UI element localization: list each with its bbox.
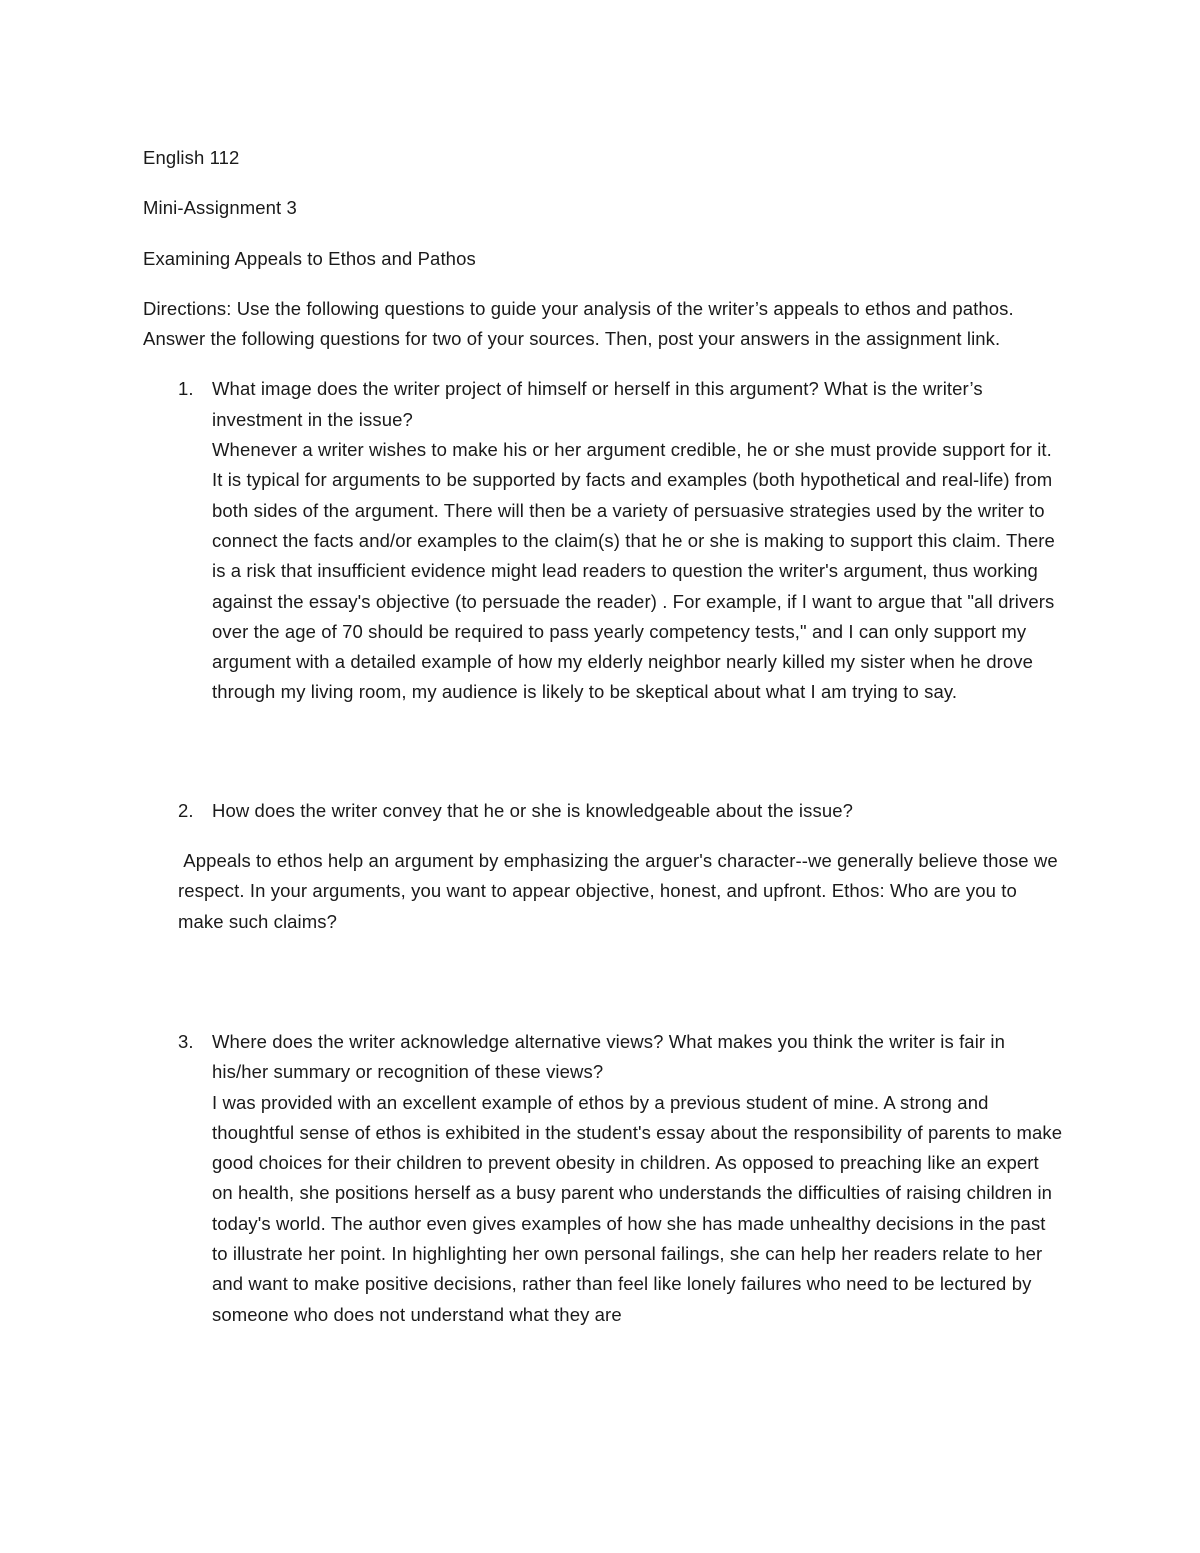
question-text: Where does the writer acknowledge alternative views? What makes you think the writer is fair in his/her summary or recognition of these views? (212, 1030, 1006, 1083)
document-page (143, 143, 1063, 1330)
question-item-2 (143, 796, 1063, 937)
answer-text: Appeals to ethos help an argument by emphasizing the arguer's character--we generally believe those we respect. In your arguments, you want to appear objective, honest, and upfront. Ethos: Who are you to make such claims? (178, 850, 1063, 932)
answer-text: Whenever a writer wishes to make his or her argument credible, he or she must provide support for it. It is typical for arguments to be supported by facts and examples (both hypothetical and real-life) from both sides of the argument. There will then be a variety of persuasive strategies used by the writer to connect the facts and/or examples to the claim(s) that he or she is making to support this claim. There is a risk that insufficient evidence might lead readers to question the writer's argument, thus working against the essay's objective (to persuade the reader) . For example, if I want to argue that "all drivers over the age of 70 should be required to pass yearly competency tests," and I can only support my argument with a detailed example of how my elderly neighbor nearly killed my sister when he drove through my living room, my audience is likely to be skeptical about what I am trying to say. (212, 439, 1055, 703)
question-text: How does the writer convey that he or she is knowledgeable about the issue? (212, 799, 853, 821)
answer-text: I was provided with an excellent example of ethos by a previous student of mine. A strong and thoughtful sense of ethos is exhibited in the student's essay about the responsibility of parents to make good choices for their children to prevent obesity in children. As opposed to preaching like an expert on health, she positions herself as a busy parent who understands the difficulties of raising children in today's world. The author even gives examples of how she has made unhealthy decisions in the past to illustrate her point. In highlighting her own personal failings, she can help her readers relate to her and want to make positive decisions, rather than feel like lonely failures who need to be lectured by someone who does not understand what they are (212, 1091, 1063, 1325)
question-item-3 (143, 1027, 1063, 1330)
assignment-name: Mini-Assignment 3 (143, 197, 297, 219)
question-item-1 (143, 374, 1063, 707)
question-number: 1. (178, 378, 194, 400)
question-number: 3. (178, 1030, 194, 1052)
question-number: 2. (178, 799, 194, 821)
question-text: What image does the writer project of himself or herself in this argument? What is the writer’s investment in the issue? (212, 378, 983, 430)
directions-paragraph: Directions: Use the following questions to guide your analysis of the writer’s appeals to ethos and pathos. Answer the following questions for two of your sources. Then, post your answers in the assignment link. (143, 297, 1014, 350)
document-title: Examining Appeals to Ethos and Pathos (143, 247, 476, 269)
course-name: English 112 (143, 147, 240, 168)
question-list (143, 374, 1063, 1329)
